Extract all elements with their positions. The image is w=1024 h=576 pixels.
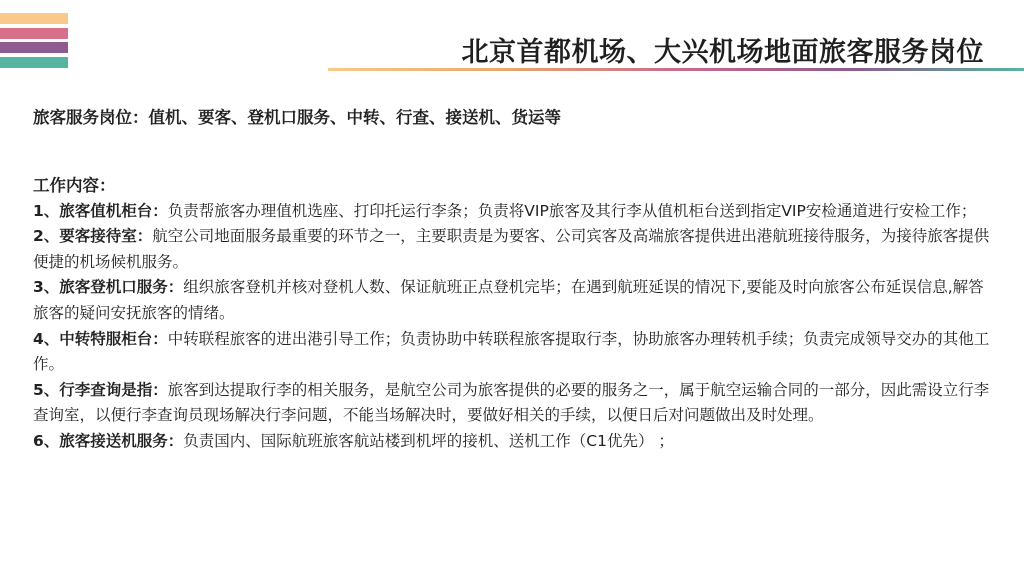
positions-summary: 旅客服务岗位：值机、要客、登机口服务、中转、行查、接送机、货运等 [33,108,561,127]
work-item-text: 负责帮旅客办理值机选座、打印托运行李条；负责将VIP旅客及其行李从值机柜台送到指定VIP安检通道进行安检工作； [167,201,977,220]
work-item-6 [33,429,998,455]
work-item-3 [33,275,998,326]
title-underline [328,68,1024,71]
work-item-4 [33,327,998,378]
work-item-2 [33,224,998,275]
decor-stripe-1 [0,13,68,24]
work-item-label: 4、中转特服柜台： [33,329,168,348]
page-title: 北京首都机场、大兴机场地面旅客服务岗位 [461,37,984,68]
work-item-label: 3、旅客登机口服务： [33,278,184,297]
decor-stripe-3 [0,42,68,53]
work-item-label: 6、旅客接送机服务： [33,431,184,450]
work-item-label: 1、旅客值机柜台： [33,201,168,220]
work-item-1 [33,199,998,225]
decor-stripe-2 [0,28,68,39]
work-item-text: 组织旅客登机并核对登机人数、保证航班正点登机完毕；在遇到航班延误的情况下,要能及时向旅客公布延误信息,解答旅客的疑问安抚旅客的情绪。 [33,278,984,322]
work-item-label: 2、要客接待室： [33,227,153,246]
work-item-text: 旅客到达提取行李的相关服务，是航空公司为旅客提供的必要的服务之一，属于航空运输合同的一部分，因此需设立行李查询室，以便行李查询员现场解决行李问题，不能当场解决时，要做好相关的手续，以便日后对问题做出及时处理。 [33,380,990,425]
work-item-5 [33,378,998,429]
decor-stripe-4 [0,57,68,68]
work-item-text: 负责国内、国际航班旅客航站楼到机坪的接机、送机工作（C1优先） ； [183,431,674,450]
work-item-text: 航空公司地面服务最重要的环节之一，主要职责是为要客、公司宾客及高端旅客提供进出港航班接待服务，为接待旅客提供便捷的机场候机服务。 [33,227,990,271]
work-item-label: 5、行李查询是指： [33,380,168,399]
work-content [33,173,998,455]
work-item-text: 中转联程旅客的进出港引导工作；负责协助中转联程旅客提取行李，协助旅客办理转机手续；负责完成领导交办的其他工作。 [33,329,990,374]
work-heading: 工作内容： [33,176,116,195]
